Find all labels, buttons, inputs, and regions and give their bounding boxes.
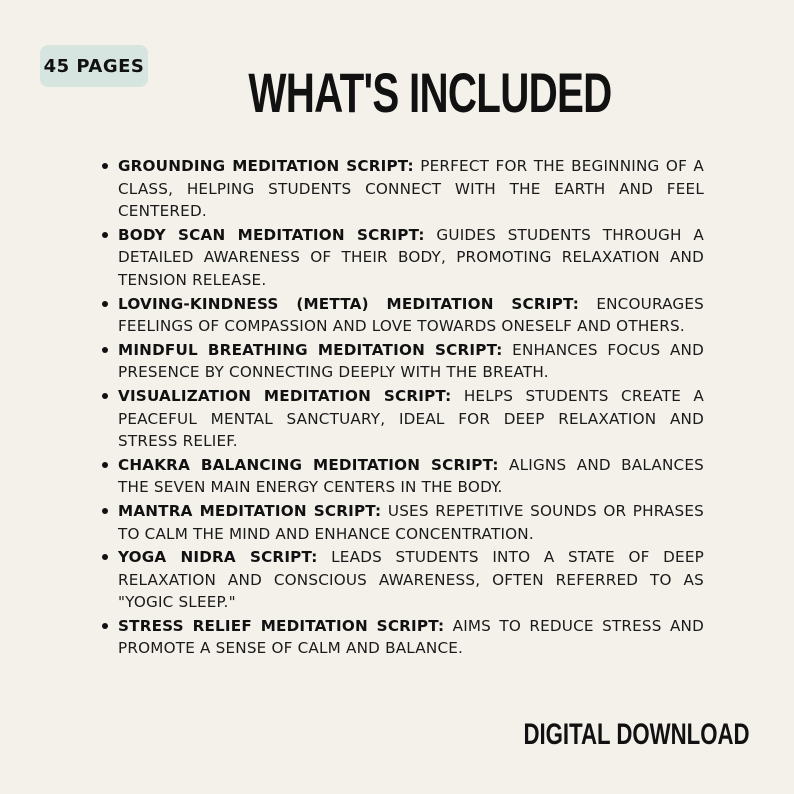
list-item bbox=[118, 293, 704, 338]
item-description: ALIGNS AND BALANCES THE SEVEN MAIN ENERGY CENTERS IN THE BODY. bbox=[118, 455, 704, 497]
list-item bbox=[118, 615, 704, 660]
item-description: ENCOURAGES FEELINGS OF COMPASSION AND LOVE TOWARDS ONESELF AND OTHERS. bbox=[118, 294, 705, 336]
bullet-icon bbox=[102, 232, 108, 238]
included-list bbox=[118, 155, 704, 661]
item-description: LEADS STUDENTS INTO A STATE OF DEEP RELAXATION AND CONSCIOUS AWARENESS, OFTEN REFERRED TO AS "YOGIC SLEEP." bbox=[118, 548, 705, 612]
bullet-icon bbox=[102, 347, 108, 353]
item-title: YOGA NIDRA SCRIPT: bbox=[118, 548, 318, 567]
bullet-icon bbox=[102, 623, 108, 629]
item-description: USES REPETITIVE SOUNDS OR PHRASES TO CALM THE MIND AND ENHANCE CONCENTRATION. bbox=[118, 501, 704, 543]
item-title: CHAKRA BALANCING MEDITATION SCRIPT: bbox=[118, 455, 499, 474]
bullet-icon bbox=[102, 301, 108, 307]
bullet-icon bbox=[102, 554, 108, 560]
item-title: LOVING-KINDNESS (METTA) MEDITATION SCRIPT: bbox=[118, 294, 579, 313]
bullet-icon bbox=[102, 508, 108, 514]
item-title: GROUNDING MEDITATION SCRIPT: bbox=[118, 157, 414, 175]
bullet-icon bbox=[102, 462, 108, 468]
list-item bbox=[118, 500, 704, 545]
item-title: MANTRA MEDITATION SCRIPT: bbox=[118, 501, 382, 520]
item-title: BODY SCAN MEDITATION SCRIPT: bbox=[118, 225, 425, 244]
item-description: AIMS TO REDUCE STRESS AND PROMOTE A SENSE OF CALM AND BALANCE. bbox=[118, 616, 705, 658]
item-description: GUIDES STUDENTS THROUGH A DETAILED AWARENESS OF THEIR BODY, PROMOTING RELAXATION AND TENSION RELEASE. bbox=[118, 225, 705, 289]
item-description: PERFECT FOR THE BEGINNING OF A CLASS, HELPING STUDENTS CONNECT WITH THE EARTH AND FEEL CENTERED. bbox=[118, 157, 705, 221]
list-item bbox=[118, 339, 704, 384]
list-item bbox=[118, 155, 704, 223]
list-item bbox=[118, 224, 704, 292]
bullet-icon bbox=[102, 163, 108, 169]
list-item bbox=[118, 546, 704, 614]
item-title: MINDFUL BREATHING MEDITATION SCRIPT: bbox=[118, 340, 503, 359]
list-item bbox=[118, 454, 704, 499]
item-description: HELPS STUDENTS CREATE A PEACEFUL MENTAL SANCTUARY, IDEAL FOR DEEP RELAXATION AND STRESS RELIEF. bbox=[118, 386, 704, 451]
list-item bbox=[118, 385, 704, 453]
item-description: ENHANCES FOCUS AND PRESENCE BY CONNECTING DEEPLY WITH THE BREATH. bbox=[118, 340, 704, 382]
page-title: WHAT'S INCLUDED bbox=[248, 61, 612, 124]
digital-download-label: DIGITAL DOWNLOAD bbox=[523, 718, 750, 751]
item-title: VISUALIZATION MEDITATION SCRIPT: bbox=[118, 386, 452, 405]
bullet-icon bbox=[102, 393, 108, 399]
item-title: STRESS RELIEF MEDITATION SCRIPT: bbox=[118, 616, 445, 635]
page-count-label: 45 PAGES bbox=[43, 55, 145, 77]
